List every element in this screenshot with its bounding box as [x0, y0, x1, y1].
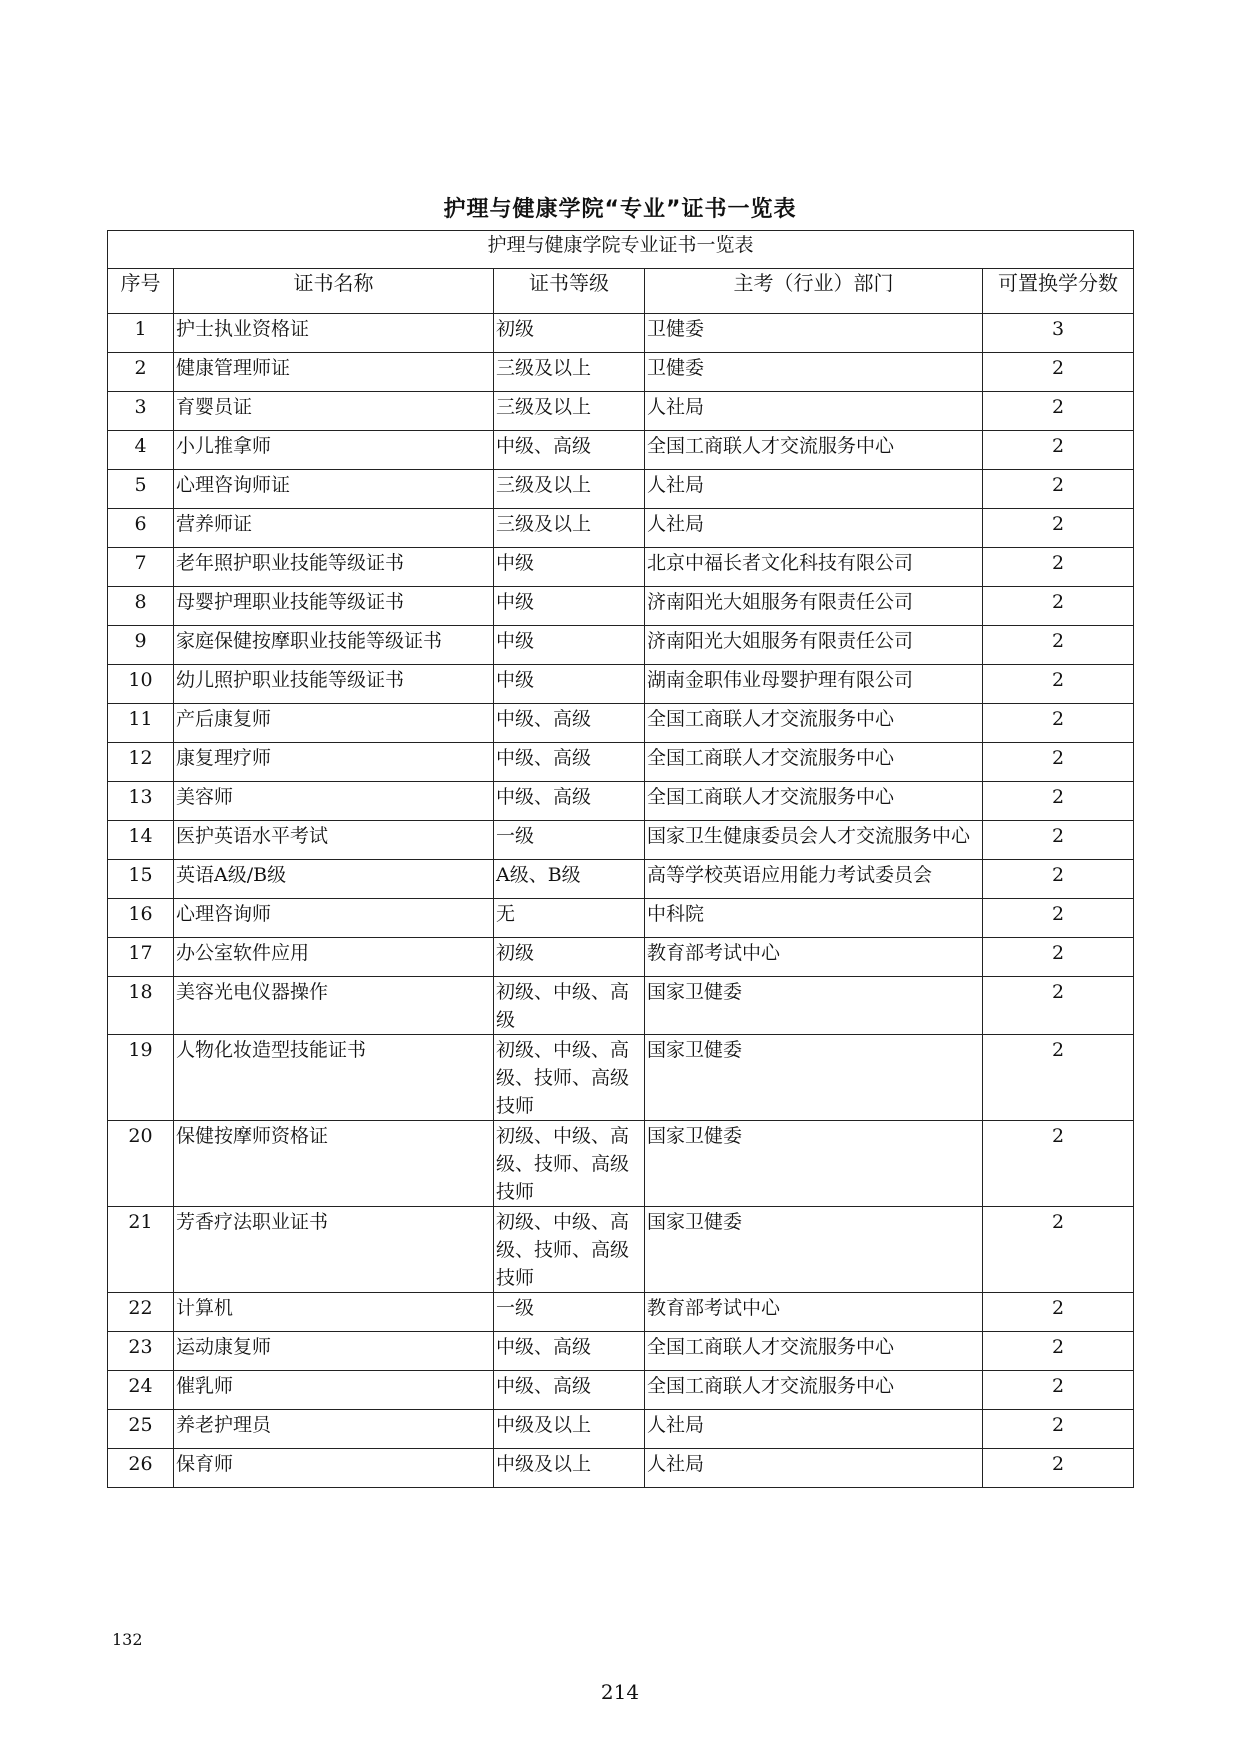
cell-dept: 教育部考试中心 [645, 1293, 983, 1332]
cell-no: 12 [108, 743, 174, 782]
cell-dept: 北京中福长者文化科技有限公司 [645, 548, 983, 587]
table-row [108, 665, 1134, 704]
table-row [108, 1035, 1134, 1121]
cell-no: 5 [108, 470, 174, 509]
cell-no: 19 [108, 1035, 174, 1121]
cell-level: 中级 [494, 665, 645, 704]
table-row [108, 938, 1134, 977]
cell-no: 17 [108, 938, 174, 977]
cell-dept: 人社局 [645, 509, 983, 548]
cell-credits: 2 [983, 548, 1134, 587]
cell-no: 26 [108, 1449, 174, 1488]
cell-dept: 全国工商联人才交流服务中心 [645, 431, 983, 470]
table-row [108, 899, 1134, 938]
cell-dept: 国家卫健委 [645, 1207, 983, 1293]
cell-level: 三级及以上 [494, 392, 645, 431]
cell-credits: 2 [983, 431, 1134, 470]
cell-name: 计算机 [174, 1293, 494, 1332]
cell-credits: 2 [983, 899, 1134, 938]
cell-level: A级、B级 [494, 860, 645, 899]
cell-level: 中级、高级 [494, 743, 645, 782]
cell-dept: 全国工商联人才交流服务中心 [645, 704, 983, 743]
certificate-table [107, 230, 1134, 1488]
cell-name: 老年照护职业技能等级证书 [174, 548, 494, 587]
cell-dept: 国家卫生健康委员会人才交流服务中心 [645, 821, 983, 860]
cell-credits: 2 [983, 743, 1134, 782]
page-number: 214 [600, 1680, 640, 1704]
cell-credits: 2 [983, 782, 1134, 821]
cell-no: 20 [108, 1121, 174, 1207]
cell-level: 初级、中级、高级、技师、高级技师 [494, 1207, 645, 1293]
cell-no: 15 [108, 860, 174, 899]
cell-no: 25 [108, 1410, 174, 1449]
cell-name: 小儿推拿师 [174, 431, 494, 470]
cell-name: 产后康复师 [174, 704, 494, 743]
cell-name: 保育师 [174, 1449, 494, 1488]
cell-no: 8 [108, 587, 174, 626]
table-row [108, 1449, 1134, 1488]
cell-no: 22 [108, 1293, 174, 1332]
cell-no: 7 [108, 548, 174, 587]
cell-no: 10 [108, 665, 174, 704]
cell-no: 24 [108, 1371, 174, 1410]
cell-credits: 2 [983, 860, 1134, 899]
cell-name: 人物化妆造型技能证书 [174, 1035, 494, 1121]
table-row [108, 353, 1134, 392]
cell-credits: 2 [983, 1207, 1134, 1293]
cell-dept: 卫健委 [645, 353, 983, 392]
cell-dept: 全国工商联人才交流服务中心 [645, 782, 983, 821]
cell-dept: 人社局 [645, 392, 983, 431]
cell-dept: 教育部考试中心 [645, 938, 983, 977]
table-caption-row [108, 231, 1134, 269]
table-row [108, 314, 1134, 353]
table-row [108, 1410, 1134, 1449]
cell-dept: 人社局 [645, 470, 983, 509]
cell-name: 育婴员证 [174, 392, 494, 431]
cell-no: 6 [108, 509, 174, 548]
table-row [108, 470, 1134, 509]
cell-dept: 国家卫健委 [645, 977, 983, 1035]
cell-credits: 2 [983, 1293, 1134, 1332]
cell-credits: 2 [983, 1371, 1134, 1410]
cell-level: 初级、中级、高级、技师、高级技师 [494, 1121, 645, 1207]
cell-level: 初级 [494, 314, 645, 353]
cell-name: 心理咨询师证 [174, 470, 494, 509]
table-row [108, 743, 1134, 782]
cell-credits: 3 [983, 314, 1134, 353]
cell-credits: 2 [983, 938, 1134, 977]
cell-level: 三级及以上 [494, 509, 645, 548]
table-row [108, 392, 1134, 431]
cell-no: 3 [108, 392, 174, 431]
table-header-row [108, 269, 1134, 314]
cell-level: 中级、高级 [494, 431, 645, 470]
page-title: 护理与健康学院“专业”证书一览表 [443, 197, 797, 222]
cell-no: 14 [108, 821, 174, 860]
table-row [108, 548, 1134, 587]
cell-dept: 卫健委 [645, 314, 983, 353]
cell-name: 心理咨询师 [174, 899, 494, 938]
cell-dept: 全国工商联人才交流服务中心 [645, 1371, 983, 1410]
cell-dept: 济南阳光大姐服务有限责任公司 [645, 587, 983, 626]
cell-credits: 2 [983, 1449, 1134, 1488]
table-row [108, 626, 1134, 665]
cell-dept: 人社局 [645, 1449, 983, 1488]
cell-no: 16 [108, 899, 174, 938]
cell-level: 三级及以上 [494, 353, 645, 392]
table-body [108, 314, 1134, 1488]
cell-no: 2 [108, 353, 174, 392]
table-caption: 护理与健康学院专业证书一览表 [108, 231, 1134, 269]
cell-name: 运动康复师 [174, 1332, 494, 1371]
cell-dept: 济南阳光大姐服务有限责任公司 [645, 626, 983, 665]
cell-dept: 人社局 [645, 1410, 983, 1449]
cell-credits: 2 [983, 821, 1134, 860]
cell-no: 23 [108, 1332, 174, 1371]
cell-level: 中级 [494, 626, 645, 665]
cell-name: 母婴护理职业技能等级证书 [174, 587, 494, 626]
header-no: 序号 [108, 269, 174, 314]
cell-name: 健康管理师证 [174, 353, 494, 392]
cell-level: 初级 [494, 938, 645, 977]
table-row [108, 1121, 1134, 1207]
cell-level: 中级、高级 [494, 1371, 645, 1410]
cell-credits: 2 [983, 353, 1134, 392]
cell-credits: 2 [983, 977, 1134, 1035]
cell-dept: 国家卫健委 [645, 1035, 983, 1121]
cell-credits: 2 [983, 626, 1134, 665]
cell-name: 英语A级/B级 [174, 860, 494, 899]
cell-name: 幼儿照护职业技能等级证书 [174, 665, 494, 704]
cell-dept: 全国工商联人才交流服务中心 [645, 1332, 983, 1371]
cell-level: 一级 [494, 1293, 645, 1332]
table-row [108, 509, 1134, 548]
cell-credits: 2 [983, 1410, 1134, 1449]
cell-name: 美容师 [174, 782, 494, 821]
cell-dept: 中科院 [645, 899, 983, 938]
cell-level: 三级及以上 [494, 470, 645, 509]
cell-no: 18 [108, 977, 174, 1035]
cell-credits: 2 [983, 665, 1134, 704]
cell-level: 中级 [494, 548, 645, 587]
cell-level: 中级 [494, 587, 645, 626]
cell-credits: 2 [983, 1332, 1134, 1371]
cell-name: 催乳师 [174, 1371, 494, 1410]
table-row [108, 860, 1134, 899]
cell-dept: 高等学校英语应用能力考试委员会 [645, 860, 983, 899]
cell-name: 营养师证 [174, 509, 494, 548]
header-dept: 主考（行业）部门 [645, 269, 983, 314]
table-row [108, 1371, 1134, 1410]
cell-name: 保健按摩师资格证 [174, 1121, 494, 1207]
table-row [108, 782, 1134, 821]
cell-level: 一级 [494, 821, 645, 860]
table-row [108, 704, 1134, 743]
cell-credits: 2 [983, 1035, 1134, 1121]
cell-level: 初级、中级、高级 [494, 977, 645, 1035]
cell-credits: 2 [983, 587, 1134, 626]
side-page-number: 132 [112, 1630, 143, 1649]
cell-level: 中级、高级 [494, 1332, 645, 1371]
cell-no: 9 [108, 626, 174, 665]
cell-no: 11 [108, 704, 174, 743]
cell-dept: 全国工商联人才交流服务中心 [645, 743, 983, 782]
cell-credits: 2 [983, 704, 1134, 743]
table-row [108, 587, 1134, 626]
cell-name: 康复理疗师 [174, 743, 494, 782]
table-row [108, 977, 1134, 1035]
table-row [108, 1207, 1134, 1293]
cell-credits: 2 [983, 392, 1134, 431]
table-row [108, 431, 1134, 470]
cell-level: 中级及以上 [494, 1410, 645, 1449]
cell-name: 办公室软件应用 [174, 938, 494, 977]
header-level: 证书等级 [494, 269, 645, 314]
cell-dept: 国家卫健委 [645, 1121, 983, 1207]
cell-level: 中级及以上 [494, 1449, 645, 1488]
header-credits: 可置换学分数 [983, 269, 1134, 314]
cell-dept: 湖南金职伟业母婴护理有限公司 [645, 665, 983, 704]
cell-no: 1 [108, 314, 174, 353]
cell-no: 13 [108, 782, 174, 821]
cell-level: 中级、高级 [494, 704, 645, 743]
cell-level: 初级、中级、高级、技师、高级技师 [494, 1035, 645, 1121]
cell-name: 芳香疗法职业证书 [174, 1207, 494, 1293]
cell-name: 医护英语水平考试 [174, 821, 494, 860]
header-name: 证书名称 [174, 269, 494, 314]
cell-credits: 2 [983, 509, 1134, 548]
cell-no: 4 [108, 431, 174, 470]
cell-credits: 2 [983, 470, 1134, 509]
cell-name: 美容光电仪器操作 [174, 977, 494, 1035]
cell-name: 家庭保健按摩职业技能等级证书 [174, 626, 494, 665]
cell-level: 中级、高级 [494, 782, 645, 821]
cell-credits: 2 [983, 1121, 1134, 1207]
table-row [108, 821, 1134, 860]
table-row [108, 1332, 1134, 1371]
cell-level: 无 [494, 899, 645, 938]
cell-name: 护士执业资格证 [174, 314, 494, 353]
cell-no: 21 [108, 1207, 174, 1293]
table-row [108, 1293, 1134, 1332]
cell-name: 养老护理员 [174, 1410, 494, 1449]
